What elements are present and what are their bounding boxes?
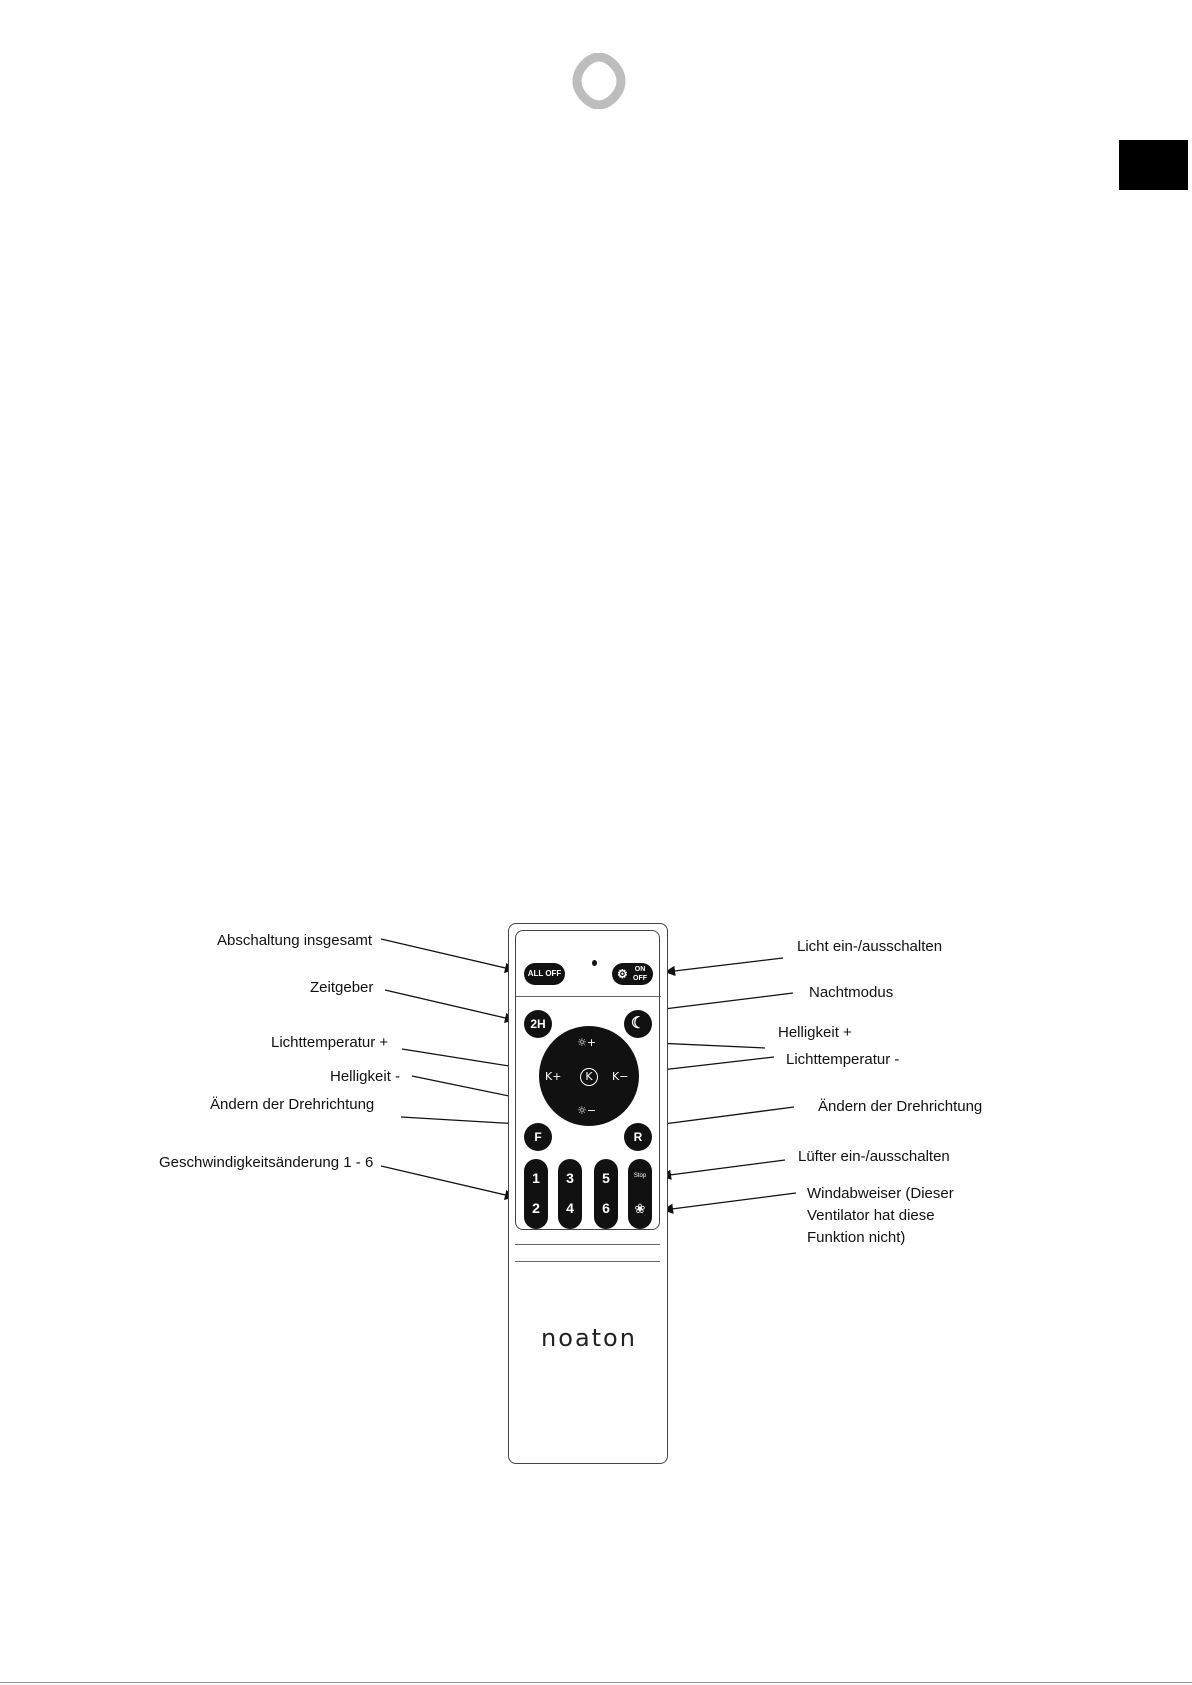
speed-button-3-4[interactable] bbox=[558, 1159, 582, 1229]
remote-control bbox=[508, 923, 668, 1464]
arrow-reverse-left bbox=[401, 1117, 520, 1124]
divider bbox=[516, 996, 661, 997]
footer-rule bbox=[0, 1682, 1192, 1683]
arrow-light-toggle bbox=[666, 958, 783, 972]
fan-stop-deflector-button[interactable] bbox=[628, 1159, 652, 1229]
speed-4-label: 4 bbox=[566, 1200, 574, 1216]
timer-button[interactable]: 2H bbox=[524, 1010, 552, 1038]
label-all-off: Abschaltung insgesamt bbox=[217, 932, 373, 949]
label-fan-toggle: Lüfter ein-/ausschalten bbox=[798, 1148, 950, 1165]
speed-1-label: 1 bbox=[532, 1170, 540, 1186]
arrow-fan-toggle bbox=[662, 1160, 785, 1176]
arrow-reverse-right bbox=[656, 1107, 794, 1125]
gear-icon: ⚙ bbox=[617, 967, 628, 981]
speed-5-label: 5 bbox=[602, 1170, 610, 1186]
night-mode-button[interactable]: ☾ bbox=[624, 1010, 652, 1038]
deflector-icon: ❀ bbox=[634, 1201, 646, 1216]
control-dial bbox=[539, 1026, 639, 1126]
arrow-night-mode bbox=[656, 993, 793, 1010]
indicator-led bbox=[592, 960, 597, 966]
light-on-off-button[interactable] bbox=[612, 963, 653, 985]
label-color-temp-plus: Lichttemperatur + bbox=[271, 1034, 389, 1051]
divider bbox=[515, 1261, 660, 1262]
label-brightness-minus: Helligkeit - bbox=[330, 1068, 401, 1085]
reverse-rotation-button[interactable]: R bbox=[624, 1123, 652, 1151]
label-night-mode: Nachtmodus bbox=[809, 984, 894, 1001]
color-temp-center-button[interactable]: K bbox=[580, 1068, 598, 1086]
brand-name: noaton bbox=[541, 1324, 637, 1352]
label-timer: Zeitgeber bbox=[310, 979, 374, 996]
label-light-toggle: Licht ein-/ausschalten bbox=[797, 938, 943, 955]
arrow-wind-deflector bbox=[664, 1193, 796, 1210]
divider bbox=[515, 1244, 660, 1245]
language-tab bbox=[1119, 140, 1188, 190]
brightness-plus-button[interactable]: ☼+ bbox=[577, 1036, 597, 1049]
on-off-label: ON OFF bbox=[633, 966, 647, 982]
forward-rotation-button[interactable]: F bbox=[524, 1123, 552, 1151]
brightness-minus-button[interactable]: ☼− bbox=[577, 1104, 597, 1117]
color-temp-plus-button[interactable]: K+ bbox=[545, 1070, 562, 1083]
speed-6-label: 6 bbox=[602, 1200, 610, 1216]
arrow-speed-change bbox=[381, 1166, 514, 1197]
arrow-timer bbox=[385, 990, 514, 1020]
label-reverse-right: Ändern der Drehrichtung bbox=[818, 1098, 983, 1115]
label-wind-deflector: Windabweiser (Dieser Ventilator hat diese Funktion nicht) bbox=[807, 1185, 954, 1246]
remote-button-panel bbox=[515, 930, 660, 1230]
label-speed-change: Geschwindigkeitsänderung 1 - 6 bbox=[159, 1154, 374, 1171]
label-reverse-left: Ändern der Drehrichtung bbox=[210, 1096, 375, 1113]
all-off-button[interactable]: ALL OFF bbox=[524, 963, 565, 985]
arrow-all-off bbox=[381, 939, 514, 970]
speed-button-1-2[interactable] bbox=[524, 1159, 548, 1229]
label-brightness-plus: Helligkeit + bbox=[778, 1024, 852, 1041]
fan-stop-label: Stop bbox=[633, 1173, 647, 1179]
speed-3-label: 3 bbox=[566, 1170, 574, 1186]
label-color-temp-minus: Lichttemperatur - bbox=[786, 1051, 900, 1068]
brand-logo-icon bbox=[569, 53, 629, 109]
color-temp-minus-button[interactable]: K− bbox=[612, 1070, 629, 1083]
speed-2-label: 2 bbox=[532, 1200, 540, 1216]
speed-button-5-6[interactable] bbox=[594, 1159, 618, 1229]
